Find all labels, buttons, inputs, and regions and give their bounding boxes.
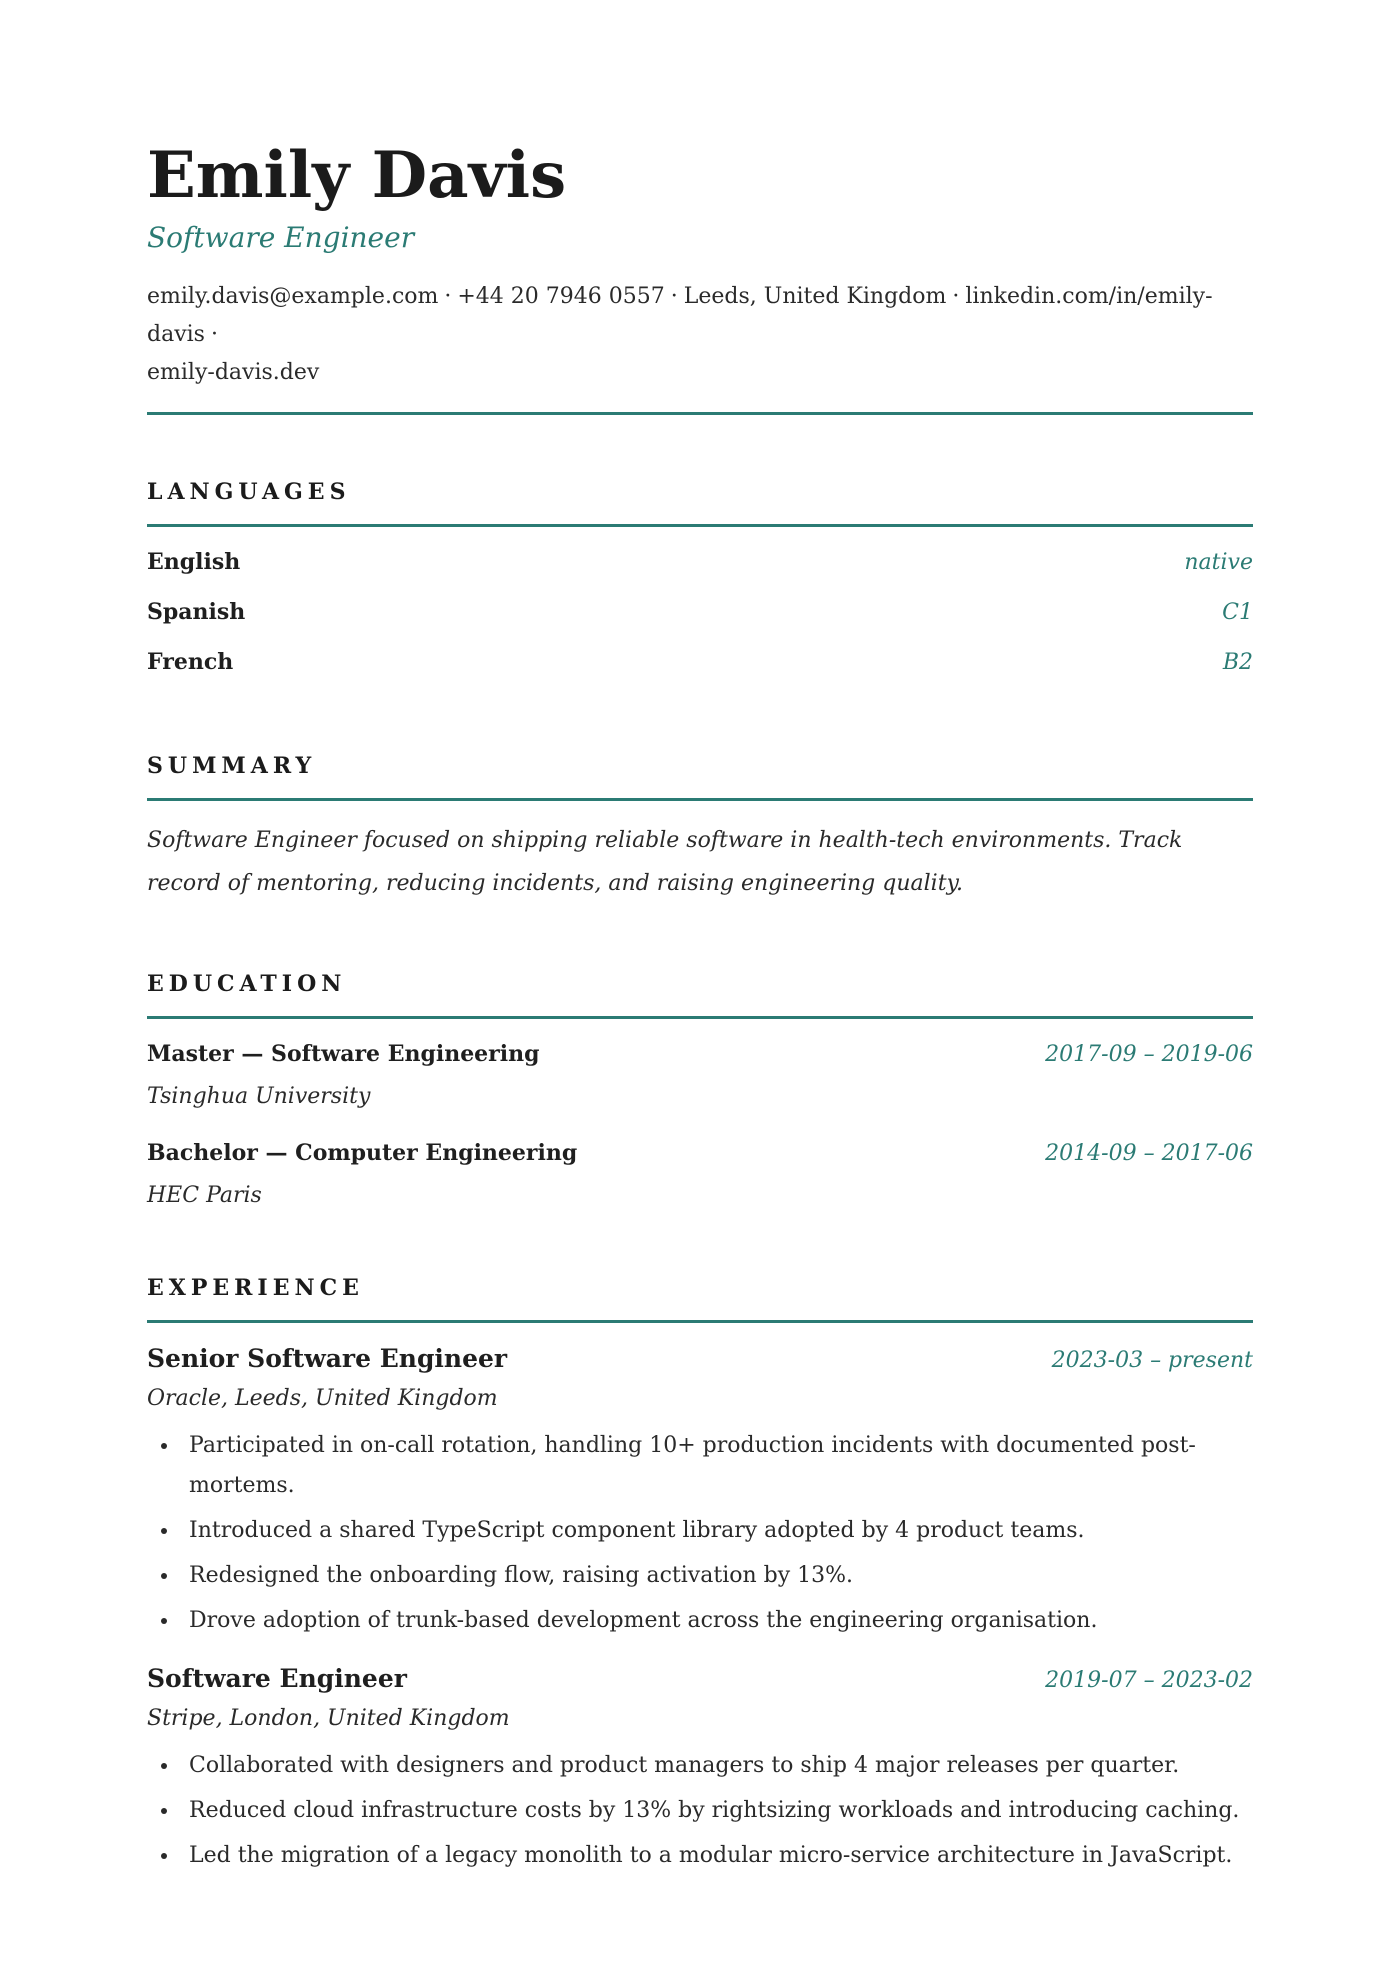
bullet-dot-icon (161, 1618, 167, 1624)
language-row (147, 595, 1253, 645)
contact-website: emily-davis.dev (147, 360, 320, 385)
language-level: B2 (1222, 650, 1253, 675)
contact-location: Leeds, United Kingdom (683, 284, 947, 309)
resume-header (147, 140, 1253, 415)
section-divider (147, 524, 1253, 527)
list-item (147, 1791, 1253, 1831)
section-divider (147, 798, 1253, 801)
language-name: French (147, 649, 234, 675)
education-dates: 2017-09 – 2019-06 (1045, 1042, 1253, 1067)
language-level: C1 (1222, 600, 1253, 625)
bullet-dot-icon (161, 1808, 167, 1814)
header-divider (147, 412, 1253, 415)
bullet-dot-icon (161, 1853, 167, 1859)
education-entry (147, 1136, 1253, 1215)
experience-entry-header (147, 1341, 1253, 1378)
list-item (147, 1746, 1253, 1786)
section-divider (147, 1016, 1253, 1019)
list-item (147, 1556, 1253, 1596)
list-item (147, 1511, 1253, 1551)
education-degree: Master — Software Engineering (147, 1041, 540, 1067)
bullet-text: Drove adoption of trunk-based development across the engineering organisation. (189, 1608, 1098, 1633)
languages-list (147, 545, 1253, 695)
bullet-dot-icon (161, 1573, 167, 1579)
bullet-text: Introduced a shared TypeScript component library adopted by 4 product teams. (189, 1518, 1085, 1543)
summary-text: Software Engineer focused on shipping reliable software in health-tech environments. Track record of mentoring, reducing incidents, and raising engineering quality. (147, 828, 1183, 896)
contact-separator: · (210, 322, 218, 347)
experience-dates: 2023-03 – present (1051, 1348, 1253, 1373)
language-name: English (147, 549, 241, 575)
section-title-summary: SUMMARY (147, 753, 317, 779)
language-name: Spanish (147, 599, 246, 625)
list-item (147, 1601, 1253, 1641)
education-section (147, 969, 1253, 1215)
contact-separator: · (670, 284, 678, 309)
list-item (147, 1426, 1253, 1506)
bullet-text: Participated in on-call rotation, handling 10+ production incidents with documented post-mortems. (189, 1433, 1196, 1498)
experience-bullets (147, 1426, 1253, 1641)
languages-section (147, 477, 1253, 695)
experience-bullets (147, 1746, 1253, 1876)
section-title-languages: LANGUAGES (147, 479, 351, 505)
experience-entry (147, 1661, 1253, 1876)
summary-section (147, 751, 1253, 905)
experience-entry-header (147, 1661, 1253, 1698)
contact-separator: · (444, 284, 452, 309)
candidate-title: Software Engineer (147, 221, 415, 254)
section-title-experience: EXPERIENCE (147, 1275, 364, 1301)
education-entry-header (147, 1136, 1253, 1171)
bullet-text: Collaborated with designers and product managers to ship 4 major releases per quarter. (189, 1753, 1180, 1778)
bullet-text: Reduced cloud infrastructure costs by 13% by rightsizing workloads and introducing caching. (189, 1798, 1240, 1823)
education-entry-header (147, 1037, 1253, 1072)
contact-email: emily.davis@example.com (147, 284, 439, 309)
contact-separator: · (952, 284, 960, 309)
list-item (147, 1836, 1253, 1876)
contact-line (147, 278, 1253, 392)
bullet-text: Redesigned the onboarding flow, raising activation by 13%. (189, 1563, 854, 1588)
experience-role: Senior Software Engineer (147, 1344, 508, 1373)
section-title-education: EDUCATION (147, 971, 347, 997)
experience-company: Oracle, Leeds, United Kingdom (147, 1386, 498, 1411)
language-row (147, 545, 1253, 595)
contact-phone: +44 20 7946 0557 (457, 284, 665, 309)
education-degree: Bachelor — Computer Engineering (147, 1140, 578, 1166)
section-divider (147, 1320, 1253, 1323)
bullet-dot-icon (161, 1763, 167, 1769)
experience-section (147, 1273, 1253, 1876)
bullet-dot-icon (161, 1443, 167, 1449)
education-school: Tsinghua University (147, 1084, 371, 1109)
education-dates: 2014-09 – 2017-06 (1045, 1141, 1253, 1166)
education-school: HEC Paris (147, 1183, 262, 1208)
experience-dates: 2019-07 – 2023-02 (1045, 1668, 1253, 1693)
experience-company: Stripe, London, United Kingdom (147, 1706, 510, 1731)
experience-entry (147, 1341, 1253, 1641)
bullet-dot-icon (161, 1528, 167, 1534)
education-entry (147, 1037, 1253, 1116)
language-row (147, 645, 1253, 695)
candidate-name: Emily Davis (147, 138, 567, 213)
contact-linkedin: linkedin.com/in/emily-davis (147, 284, 1213, 347)
bullet-text: Led the migration of a legacy monolith to a modular micro-service architecture in JavaScript. (189, 1843, 1233, 1868)
experience-role: Software Engineer (147, 1664, 407, 1693)
language-level: native (1184, 550, 1253, 575)
